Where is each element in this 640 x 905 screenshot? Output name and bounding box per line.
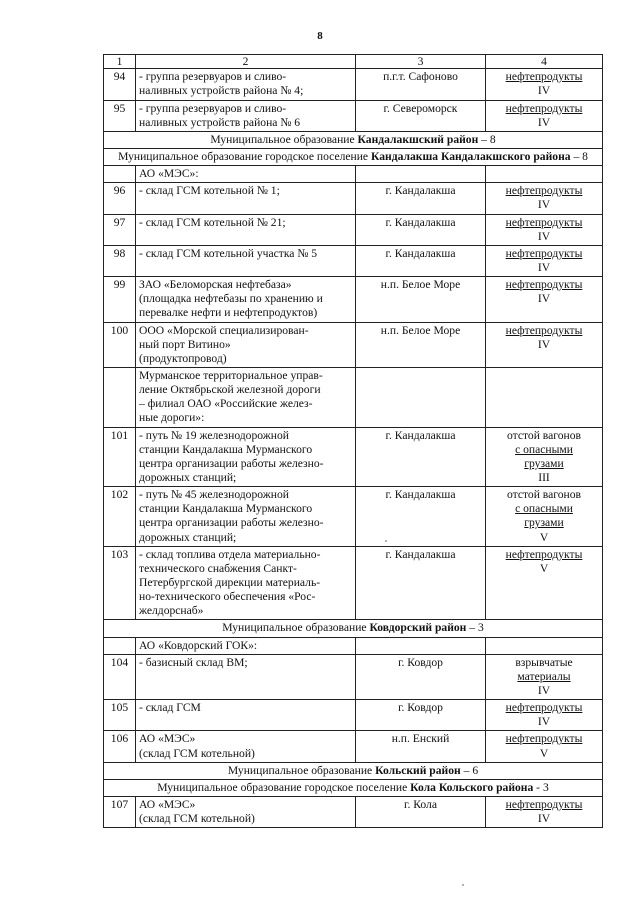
hazard-category xyxy=(486,654,603,699)
table-row xyxy=(104,277,603,322)
hazard-category xyxy=(486,700,603,731)
hazard-category-line: нефтепродукты xyxy=(505,101,583,115)
table-row xyxy=(104,796,603,827)
facility-name xyxy=(136,322,356,367)
location-cell xyxy=(356,166,486,183)
hazard-category xyxy=(486,546,603,620)
row-number: 104 xyxy=(104,654,136,699)
section-header-row xyxy=(104,131,603,148)
table-row xyxy=(104,245,603,276)
hazard-category xyxy=(486,245,603,276)
row-number: 96 xyxy=(104,183,136,214)
facility-name-line: но-технического обеспечения «Рос- xyxy=(139,590,316,604)
table-row xyxy=(104,731,603,762)
hazard-category-line: нефтепродукты xyxy=(505,215,583,229)
facility-name-line: желдорснаб» xyxy=(139,604,204,618)
row-number: 99 xyxy=(104,277,136,322)
facility-name-line: (продуктопровод) xyxy=(139,351,227,365)
organization-name-line: ные дороги»: xyxy=(139,411,205,425)
hazard-category-line: нефтепродукты xyxy=(505,246,583,260)
facility-location xyxy=(356,796,486,827)
section-title-prefix: Муниципальное образование городское поселение xyxy=(157,780,411,794)
section-header-row xyxy=(104,779,603,796)
facility-location xyxy=(356,322,486,367)
hazard-category-line: IV xyxy=(537,683,551,697)
column-header-2: 2 xyxy=(136,55,356,69)
facility-location xyxy=(356,427,486,487)
row-number: 100 xyxy=(104,322,136,367)
facility-location-line: г. Кола xyxy=(404,797,437,811)
section-title xyxy=(104,762,603,779)
row-number: 101 xyxy=(104,427,136,487)
section-title-prefix: Муниципальное образование xyxy=(222,621,370,635)
facility-name xyxy=(136,654,356,699)
row-number: 95 xyxy=(104,100,136,131)
facility-location-line: г. Кандалакша xyxy=(385,428,456,442)
facility-name-line: (склад ГСМ котельной) xyxy=(139,812,255,826)
facility-name-line: - склад ГСМ котельной № 1; xyxy=(139,184,280,198)
hazard-category-line: IV xyxy=(537,84,551,98)
organization-name-line: – филиал ОАО «Российские желез- xyxy=(139,397,313,411)
hazard-category-line: взрывчатые xyxy=(515,655,573,669)
table-row xyxy=(104,546,603,620)
hazard-category-line: IV xyxy=(537,261,551,275)
facility-location-line: г. Кандалакша xyxy=(385,215,456,229)
facility-location xyxy=(356,277,486,322)
section-header-row xyxy=(104,149,603,166)
section-title-prefix: Муниципальное образование xyxy=(210,132,358,146)
facility-location xyxy=(356,546,486,620)
facility-location xyxy=(356,183,486,214)
facility-location xyxy=(356,654,486,699)
row-number-cell xyxy=(104,368,136,428)
hazard-category-line: нефтепродукты xyxy=(505,278,583,292)
facility-location-line: г. Ковдор xyxy=(398,655,443,669)
hazard-category-line: IV xyxy=(537,715,551,729)
hazard-category-line: IV xyxy=(537,115,551,129)
section-title-name: Кольский район xyxy=(375,763,461,777)
facility-name-line: технического снабжения Санкт- xyxy=(139,561,297,575)
facility-location-line: п.г.т. Сафоново xyxy=(383,70,458,84)
facility-location-line: г. Кандалакша xyxy=(385,184,456,198)
hazard-category xyxy=(486,277,603,322)
facility-name-line: АО «МЭС» xyxy=(139,732,196,746)
hazard-category-line: IV xyxy=(537,198,551,212)
organization-name-line: ление Октябрьской железной дороги xyxy=(139,383,321,397)
table-row xyxy=(104,654,603,699)
table-body xyxy=(104,55,603,828)
category-cell xyxy=(486,166,603,183)
facility-name-line: - группа резервуаров и сливо- xyxy=(139,101,287,115)
hazard-category xyxy=(486,487,603,547)
category-cell xyxy=(486,368,603,428)
facility-name xyxy=(136,183,356,214)
hazard-category xyxy=(486,183,603,214)
hazard-category-line: III xyxy=(538,470,550,484)
facility-location xyxy=(356,731,486,762)
table-row xyxy=(104,183,603,214)
row-number: 103 xyxy=(104,546,136,620)
column-header-1: 1 xyxy=(104,55,136,69)
hazard-category-line: IV xyxy=(537,292,551,306)
facility-name xyxy=(136,427,356,487)
hazard-category-line: грузами xyxy=(524,516,564,530)
location-cell xyxy=(356,637,486,654)
section-header-row xyxy=(104,620,603,637)
facility-location-line: н.п. Енский xyxy=(391,732,450,746)
hazard-category-line: с опасными xyxy=(515,502,573,516)
row-number: 102 xyxy=(104,487,136,547)
hazard-category-line: нефтепродукты xyxy=(505,547,583,561)
facility-name-line: - склад ГСМ xyxy=(139,701,201,715)
facility-name-line: АО «МЭС» xyxy=(139,797,196,811)
hazard-category-line: отстой вагонов xyxy=(506,488,582,502)
organization-name-line: Мурманское территориальное управ- xyxy=(139,369,323,382)
facility-name-line: центра организации работы железно- xyxy=(139,516,324,530)
organization-name xyxy=(136,368,356,428)
scan-speck xyxy=(462,884,464,886)
facility-location xyxy=(356,69,486,100)
facility-name xyxy=(136,796,356,827)
table-row xyxy=(104,700,603,731)
hazard-category-line: нефтепродукты xyxy=(505,732,583,746)
organization-name-line: АО «МЭС»: xyxy=(139,167,199,181)
facility-location-line: н.п. Белое Море xyxy=(380,323,461,337)
facility-name-line: наливных устройств района № 6 xyxy=(139,115,301,129)
table-row xyxy=(104,214,603,245)
facility-location-line: г. Кандалакша xyxy=(385,246,456,260)
hazard-category-line: нефтепродукты xyxy=(505,70,583,84)
facility-location xyxy=(356,245,486,276)
hazard-category-line: V xyxy=(539,561,549,575)
row-number: 94 xyxy=(104,69,136,100)
section-title-name: Ковдорский район xyxy=(369,621,467,635)
facility-name-line: перевалке нефти и нефтепродуктов) xyxy=(139,306,318,320)
facility-name-line: - склад ГСМ котельной участка № 5 xyxy=(139,246,318,260)
facility-location xyxy=(356,100,486,131)
facility-name-line: ООО «Морской специализирован- xyxy=(139,323,309,337)
hazard-category-line: материалы xyxy=(517,669,571,683)
hazard-category-line: нефтепродукты xyxy=(505,701,583,715)
hazard-category-line: нефтепродукты xyxy=(505,184,583,198)
facility-location-line: г. Ковдор xyxy=(398,701,443,715)
facility-location xyxy=(356,214,486,245)
facility-location-line: г. Кандалакша xyxy=(385,488,456,502)
hazard-category-line: отстой вагонов xyxy=(506,428,582,442)
facility-location-line: н.п. Белое Море xyxy=(380,278,461,292)
hazard-category xyxy=(486,214,603,245)
section-title-name: Кандалакшский район xyxy=(357,132,479,146)
section-title-prefix: Муниципальное образование городское поселение xyxy=(118,150,371,164)
facility-name-line: - группа резервуаров и сливо- xyxy=(139,70,287,84)
section-title-count: – 6 xyxy=(460,763,479,777)
hazard-category xyxy=(486,427,603,487)
facility-name xyxy=(136,487,356,547)
facility-name xyxy=(136,277,356,322)
section-title-count: – 3 xyxy=(466,621,484,635)
facility-name xyxy=(136,546,356,620)
facility-name-line: - путь № 19 железнодорожной xyxy=(139,428,290,442)
hazard-category xyxy=(486,69,603,100)
facility-name-line: дорожных станций; xyxy=(139,470,237,484)
organization-row xyxy=(104,166,603,183)
section-title xyxy=(104,149,603,166)
facilities-table xyxy=(103,54,603,828)
facility-name-line: - базисный склад ВМ; xyxy=(139,655,248,669)
hazard-category xyxy=(486,100,603,131)
facility-name-line: (склад ГСМ котельной) xyxy=(139,746,255,760)
row-number: 98 xyxy=(104,245,136,276)
column-header-4: 4 xyxy=(486,55,603,69)
hazard-category-line: с опасными xyxy=(515,442,573,456)
facility-name-line: ЗАО «Беломорская нефтебаза» xyxy=(139,278,292,292)
hazard-category-line: V xyxy=(539,746,549,760)
table-row xyxy=(104,69,603,100)
hazard-category xyxy=(486,796,603,827)
hazard-category-line: V xyxy=(539,530,549,544)
section-title xyxy=(104,131,603,148)
hazard-category xyxy=(486,731,603,762)
facility-name-line: центра организации работы железно- xyxy=(139,456,324,470)
facility-location-line: г. Североморск xyxy=(383,101,458,115)
row-number-cell xyxy=(104,166,136,183)
facility-location xyxy=(356,487,486,547)
facility-name xyxy=(136,731,356,762)
section-title-count: - 3 xyxy=(533,780,549,794)
facility-location-line: г. Кандалакша xyxy=(385,547,456,561)
organization-name-line: АО «Ковдорский ГОК»: xyxy=(139,638,258,652)
section-title-name: Кола Кольского района xyxy=(410,780,534,794)
hazard-category-line: IV xyxy=(537,337,551,351)
organization-name xyxy=(136,166,356,183)
section-title xyxy=(104,779,603,796)
facility-name xyxy=(136,700,356,731)
row-number-cell xyxy=(104,637,136,654)
section-title-name: Кандалакша Кандалакшского района xyxy=(370,150,571,164)
table-row xyxy=(104,322,603,367)
organization-row xyxy=(104,368,603,428)
facility-name-line: ный порт Витино» xyxy=(139,337,231,351)
facility-name-line: станции Кандалакша Мурманского xyxy=(139,442,313,456)
hazard-category-line: IV xyxy=(537,812,551,826)
facility-name xyxy=(136,245,356,276)
facility-name xyxy=(136,214,356,245)
section-title-prefix: Муниципальное образование xyxy=(227,763,376,777)
hazard-category xyxy=(486,322,603,367)
table-row xyxy=(104,487,603,547)
organization-name xyxy=(136,637,356,654)
category-cell xyxy=(486,637,603,654)
facility-name-line: наливных устройств района № 4; xyxy=(139,84,304,98)
facility-location xyxy=(356,700,486,731)
facility-name-line: - путь № 45 железнодорожной xyxy=(139,488,290,502)
location-cell xyxy=(356,368,486,428)
facility-name-line: дорожных станций; xyxy=(139,530,237,544)
column-header-3: 3 xyxy=(356,55,486,69)
section-header-row xyxy=(104,762,603,779)
section-title-count: – 8 xyxy=(478,132,496,146)
table-row xyxy=(104,100,603,131)
table-row xyxy=(104,427,603,487)
page-number: 8 xyxy=(317,30,323,42)
hazard-category-line: нефтепродукты xyxy=(505,323,583,337)
section-title xyxy=(104,620,603,637)
facility-name-line: - склад ГСМ котельной № 21; xyxy=(139,215,286,229)
table-header-row xyxy=(104,55,603,69)
scan-speck xyxy=(385,540,387,542)
hazard-category-line: грузами xyxy=(524,456,564,470)
hazard-category-line: IV xyxy=(537,229,551,243)
organization-row xyxy=(104,637,603,654)
facility-name-line: (площадка нефтебазы по хранению и xyxy=(139,292,323,306)
facility-name-line: - склад топлива отдела материально- xyxy=(139,547,321,561)
facility-name xyxy=(136,69,356,100)
section-title-count: – 8 xyxy=(570,150,588,164)
facility-name xyxy=(136,100,356,131)
row-number: 106 xyxy=(104,731,136,762)
facility-name-line: Петербургской дирекции материаль- xyxy=(139,575,321,589)
facility-name-line: станции Кандалакша Мурманского xyxy=(139,502,313,516)
hazard-category-line: нефтепродукты xyxy=(505,797,583,811)
row-number: 97 xyxy=(104,214,136,245)
row-number: 105 xyxy=(104,700,136,731)
row-number: 107 xyxy=(104,796,136,827)
